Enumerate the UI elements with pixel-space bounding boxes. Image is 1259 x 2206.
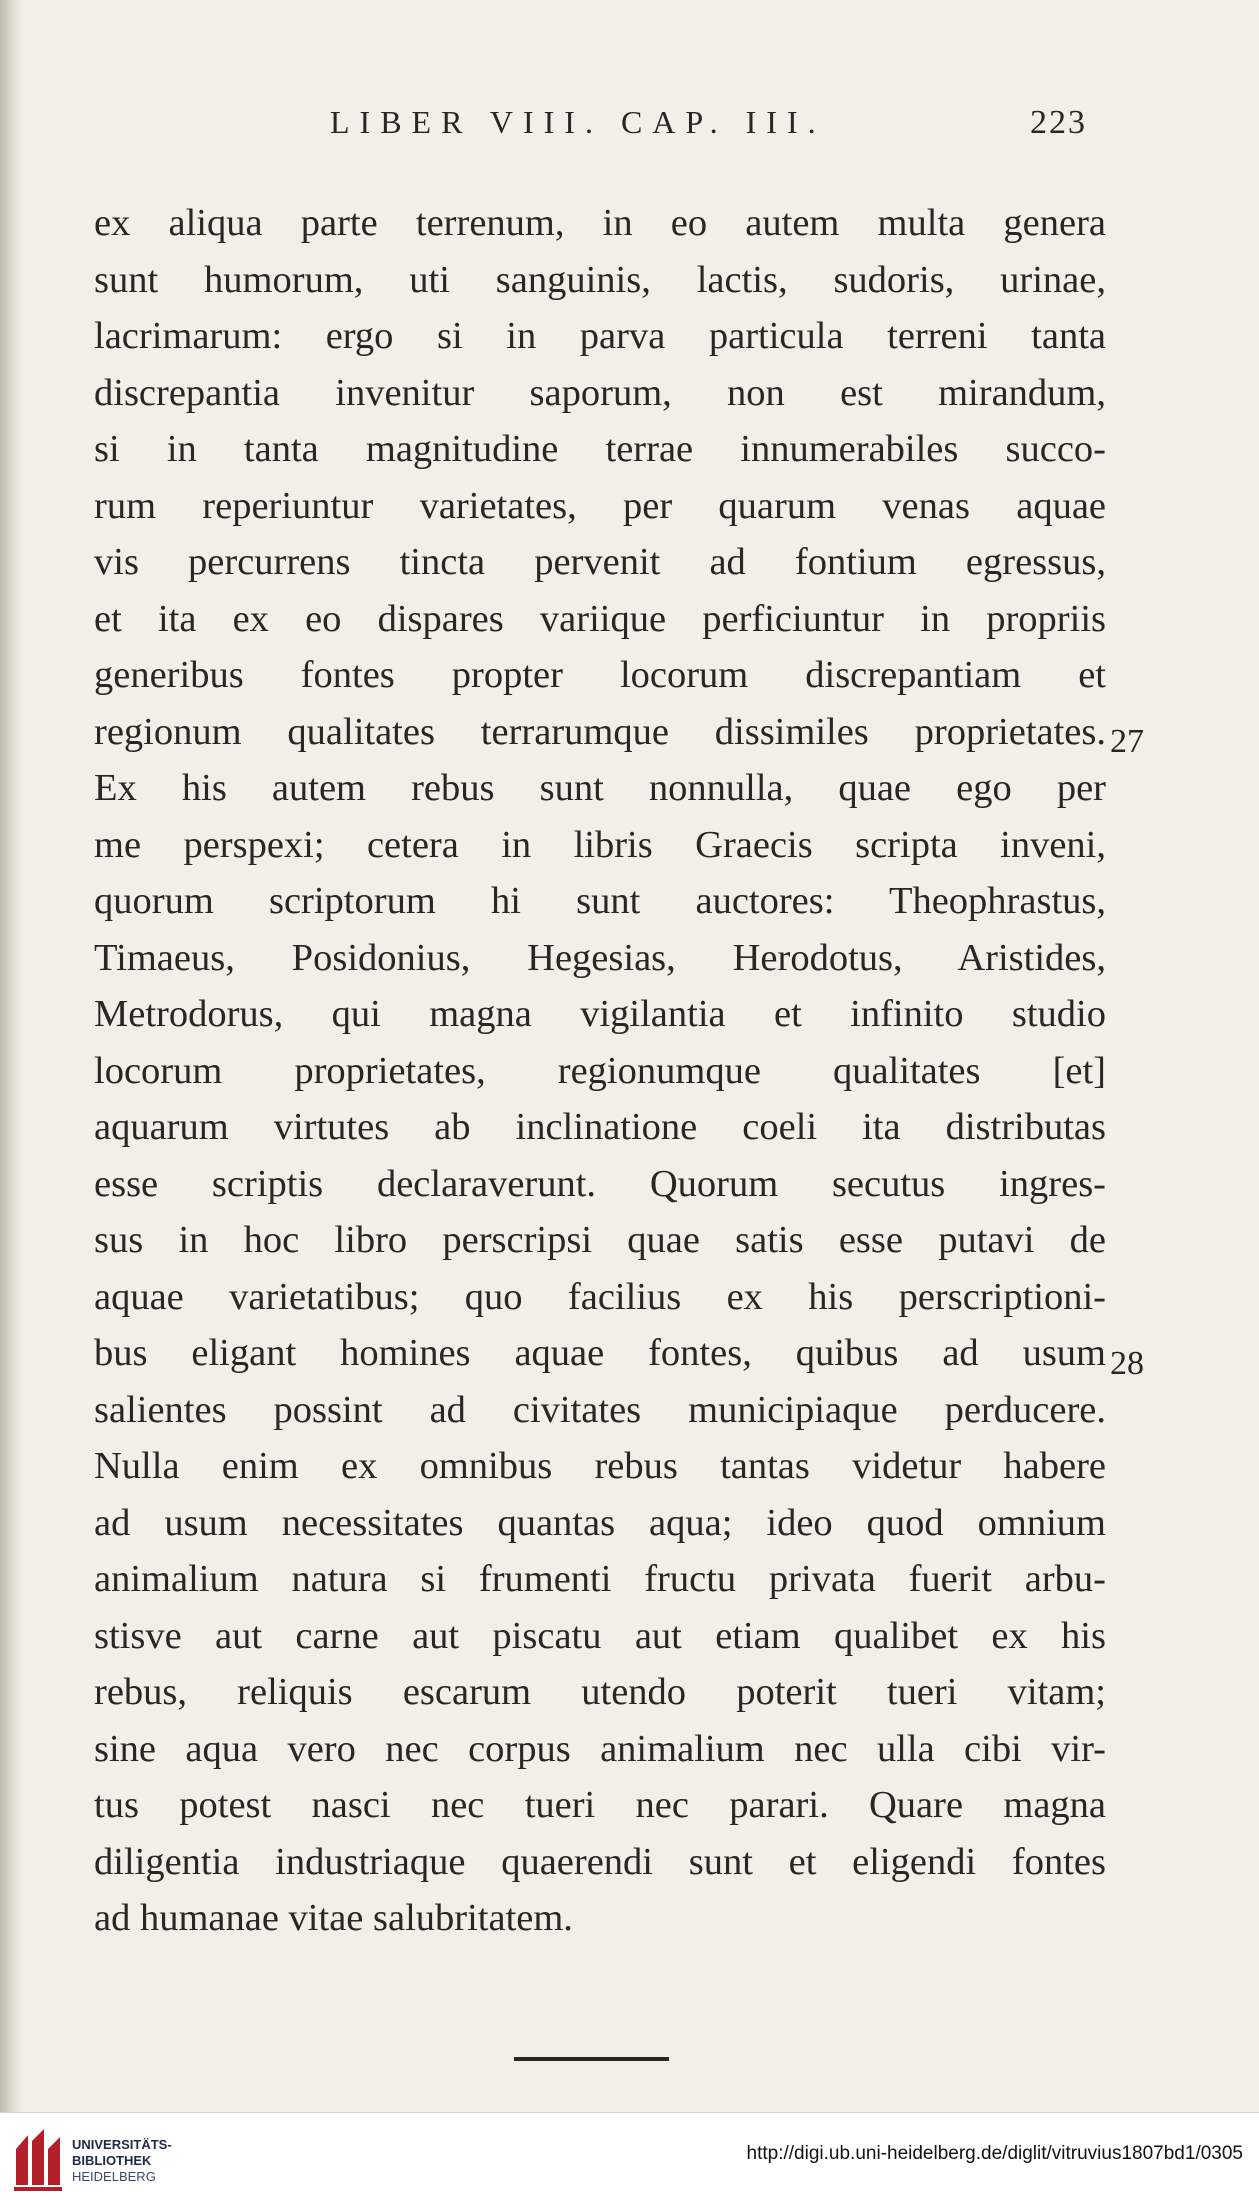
text-line: quorum scriptorum hi sunt auctores: Theophrastus, bbox=[94, 880, 1106, 922]
body-text bbox=[94, 195, 1106, 1947]
text-line: me perspexi; cetera in libris Graecis scripta inveni, bbox=[94, 823, 1106, 866]
text-line: locorum proprietates, regionumque qualitates [et] bbox=[94, 1049, 1106, 1092]
text-line: ad usum necessitates quantas aqua; ideo quod omnium bbox=[94, 1501, 1106, 1544]
viewer-footer bbox=[0, 2112, 1259, 2206]
text-line: animalium natura si frumenti fructu privata fuerit arbu- bbox=[94, 1558, 1106, 1600]
text-line: aquae varietatibus; quo facilius ex his perscriptioni- bbox=[94, 1275, 1106, 1318]
text-line: ex aliqua parte terrenum, in eo autem multa genera bbox=[94, 202, 1106, 244]
text-line: vis percurrens tincta pervenit ad fontium egressus, bbox=[94, 541, 1106, 583]
institution-name bbox=[72, 2137, 172, 2185]
text-line: ad humanae vitae salubritatem. bbox=[94, 1897, 573, 1939]
text-line: sunt humorum, uti sanguinis, lactis, sudoris, urinae, bbox=[94, 258, 1106, 301]
text-line: diligentia industriaque quaerendi sunt et eligendi fontes bbox=[94, 1840, 1106, 1883]
text-line: generibus fontes propter locorum discrepantiam et bbox=[94, 654, 1106, 696]
text-line: sus in hoc libro perscripsi quae satis esse putavi de bbox=[94, 1219, 1106, 1261]
text-line: et ita ex eo dispares variique perficiuntur in propriis bbox=[94, 597, 1106, 640]
section-number-28: 28 bbox=[1110, 1345, 1144, 1382]
closing-rule bbox=[514, 2057, 669, 2061]
text-line: rum reperiuntur varietates, per quarum venas aquae bbox=[94, 484, 1106, 527]
text-line: tus potest nasci nec tueri nec parari. Quare magna bbox=[94, 1784, 1106, 1826]
binding-gutter bbox=[0, 0, 22, 2112]
text-line: Metrodorus, qui magna vigilantia et infinito studio bbox=[94, 993, 1106, 1035]
text-line: discrepantia invenitur saporum, non est mirandum, bbox=[94, 371, 1106, 414]
text-line: sine aqua vero nec corpus animalium nec ulla cibi vir- bbox=[94, 1727, 1106, 1770]
section-number-27: 27 bbox=[1110, 723, 1144, 760]
text-line: si in tanta magnitudine terrae innumerabiles succo- bbox=[94, 428, 1106, 470]
institution-line-2: BIBLIOTHEK bbox=[72, 2153, 152, 2168]
text-line: aquarum virtutes ab inclinatione coeli ita distributas bbox=[94, 1106, 1106, 1148]
text-line: Nulla enim ex omnibus rebus tantas videtur habere bbox=[94, 1445, 1106, 1487]
text-line: esse scriptis declaraverunt. Quorum secutus ingres- bbox=[94, 1162, 1106, 1205]
page-number: 223 bbox=[1030, 104, 1087, 141]
text-line: regionum qualitates terrarumque dissimiles proprietates. bbox=[94, 710, 1106, 753]
text-line: lacrimarum: ergo si in parva particula terreni tanta bbox=[94, 315, 1106, 357]
text-line: stisve aut carne aut piscatu aut etiam qualibet ex his bbox=[94, 1614, 1106, 1657]
permalink-url[interactable]: http://digi.ub.uni-heidelberg.de/diglit/vitruvius1807bd1/0305 bbox=[746, 2143, 1243, 2164]
text-line: rebus, reliquis escarum utendo poterit tueri vitam; bbox=[94, 1671, 1106, 1713]
text-line: Ex his autem rebus sunt nonnulla, quae ego per bbox=[94, 767, 1106, 809]
text-line: salientes possint ad civitates municipiaque perducere. bbox=[94, 1388, 1106, 1431]
text-line: bus eligant homines aquae fontes, quibus ad usum bbox=[94, 1332, 1106, 1374]
heidelberg-library-logo-icon bbox=[12, 2127, 64, 2193]
institution-line-1: UNIVERSITÄTS- bbox=[72, 2137, 172, 2152]
text-line: Timaeus, Posidonius, Hegesias, Herodotus, Aristides, bbox=[94, 936, 1106, 979]
institution-line-3: HEIDELBERG bbox=[72, 2169, 156, 2184]
running-head: LIBER VIII. CAP. III. bbox=[330, 104, 826, 140]
